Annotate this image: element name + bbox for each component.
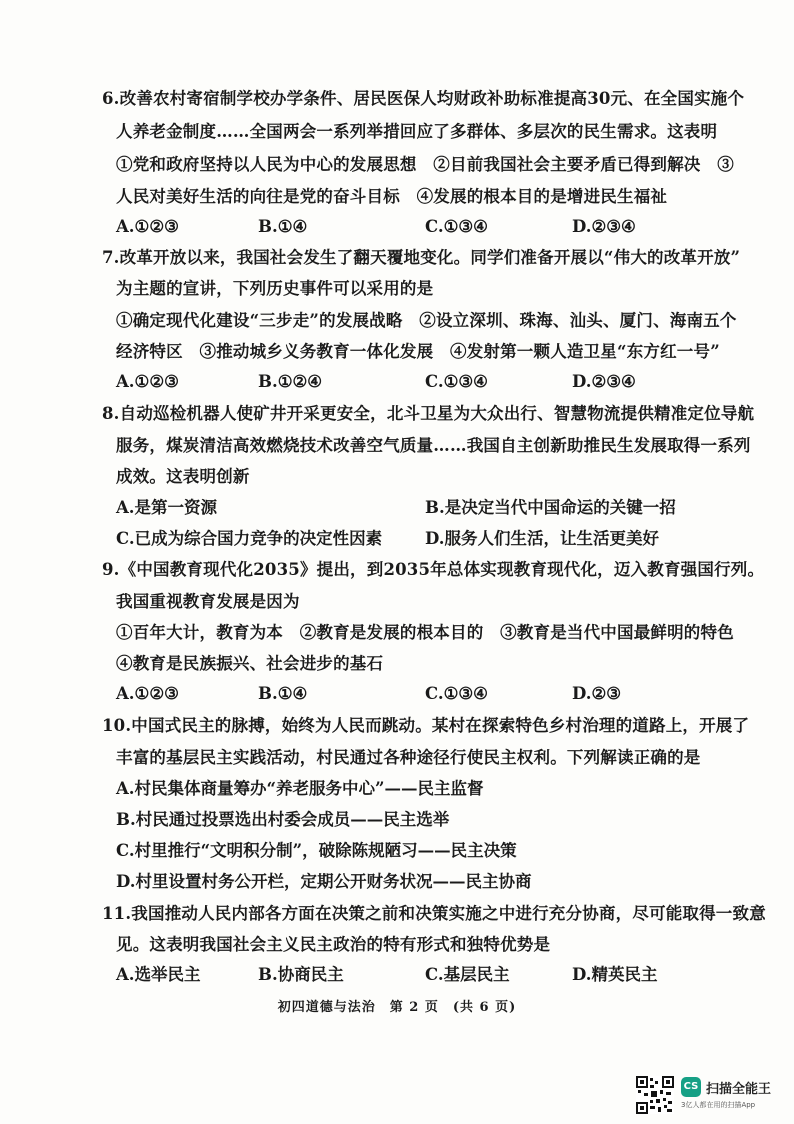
question-9-line-3: ①百年大计，教育为本 ②教育是发展的根本目的 ③教育是当代中国最鲜明的特色: [116, 623, 734, 642]
question-6-line-2: 人养老金制度……全国两会一系列举措回应了多群体、多层次的民生需求。这表明: [116, 122, 718, 141]
question-8-option-b: B.是决定当代中国命运的关键一招: [425, 498, 676, 517]
question-7-line-2: 为主题的宣讲，下列历史事件可以采用的是: [116, 279, 434, 298]
question-7-option-d: D.②③④: [572, 372, 636, 391]
question-6-option-c: C.①③④: [425, 217, 488, 236]
question-8-option-c: C.已成为综合国力竞争的决定性因素: [116, 529, 383, 548]
question-8-line-3: 成效。这表明创新: [116, 467, 250, 486]
question-7-line-4: 经济特区 ③推动城乡义务教育一体化发展 ④发射第一颗人造卫星“东方红一号”: [116, 342, 720, 361]
question-11-line-2: 见。这表明我国社会主义民主政治的特有形式和独特优势是: [116, 935, 551, 954]
question-9-line-4: ④教育是民族振兴、社会进步的基石: [116, 654, 384, 673]
question-6-option-d: D.②③④: [572, 217, 636, 236]
page-footer: 初四道德与法治 第 2 页 (共 6 页): [277, 1000, 517, 1015]
question-11-line-1: 11.我国推动人民内部各方面在决策之前和决策实施之中进行充分协商，尽可能取得一致意: [102, 904, 766, 923]
question-10-option-d: D.村里设置村务公开栏，定期公开财务状况——民主协商: [116, 872, 532, 891]
question-11-option-c: C.基层民主: [425, 965, 510, 984]
question-6-line-3: ①党和政府坚持以人民为中心的发展思想 ②目前我国社会主要矛盾已得到解决 ③: [116, 155, 734, 174]
question-6-line-1: 6.改善农村寄宿制学校办学条件、居民医保人均财政补助标准提高30元、在全国实施个: [102, 89, 745, 108]
qr-code-icon: [636, 1076, 674, 1114]
question-7-option-a: A.①②③: [116, 372, 179, 391]
question-10-option-c: C.村里推行“文明积分制”，破除陈规陋习——民主决策: [116, 841, 517, 860]
question-6-option-b: B.①④: [258, 217, 308, 236]
question-10-option-b: B.村民通过投票选出村委会成员——民主选举: [116, 810, 450, 829]
question-9-option-d: D.②③: [572, 684, 622, 703]
question-7-option-c: C.①③④: [425, 372, 488, 391]
question-9-option-a: A.①②③: [116, 684, 179, 703]
question-7-line-3: ①确定现代化建设“三步走”的发展战略 ②设立深圳、珠海、汕头、厦门、海南五个: [116, 311, 737, 330]
question-6-option-a: A.①②③: [116, 217, 179, 236]
question-8-line-1: 8.自动巡检机器人使矿井开采更安全，北斗卫星为大众出行、智慧物流提供精准定位导航: [102, 404, 755, 423]
question-9-line-1: 9.《中国教育现代化2035》提出，到2035年总体实现教育现代化，迈入教育强国行列。: [102, 560, 765, 579]
camscanner-logo-icon: CS: [681, 1077, 701, 1097]
question-6-line-4: 人民对美好生活的向往是党的奋斗目标 ④发展的根本目的是增进民生福祉: [116, 187, 668, 206]
scanner-tagline: 3亿人都在用的扫描App: [681, 1101, 756, 1109]
question-10-line-2: 丰富的基层民主实践活动，村民通过各种途径行使民主权利。下列解读正确的是: [116, 748, 701, 767]
question-9-line-2: 我国重视教育发展是因为: [116, 592, 300, 611]
question-11-option-d: D.精英民主: [572, 965, 658, 984]
question-8-option-d: D.服务人们生活，让生活更美好: [425, 529, 659, 548]
question-10-line-1: 10.中国式民主的脉搏，始终为人民而跳动。某村在探索特色乡村治理的道路上，开展了: [102, 716, 750, 735]
question-9-option-b: B.①④: [258, 684, 308, 703]
question-9-option-c: C.①③④: [425, 684, 488, 703]
question-7-option-b: B.①②④: [258, 372, 323, 391]
question-11-option-b: B.协商民主: [258, 965, 344, 984]
question-11-option-a: A.选举民主: [116, 965, 201, 984]
question-7-line-1: 7.改革开放以来，我国社会发生了翻天覆地变化。同学们准备开展以“伟大的改革开放”: [102, 248, 741, 267]
question-8-option-a: A.是第一资源: [116, 498, 218, 517]
question-8-line-2: 服务，煤炭清洁高效燃烧技术改善空气质量……我国自主创新助推民生发展取得一系列: [116, 436, 751, 455]
question-10-option-a: A.村民集体商量筹办“养老服务中心”——民主监督: [116, 779, 484, 798]
scanner-app-name: 扫描全能王: [706, 1082, 772, 1097]
